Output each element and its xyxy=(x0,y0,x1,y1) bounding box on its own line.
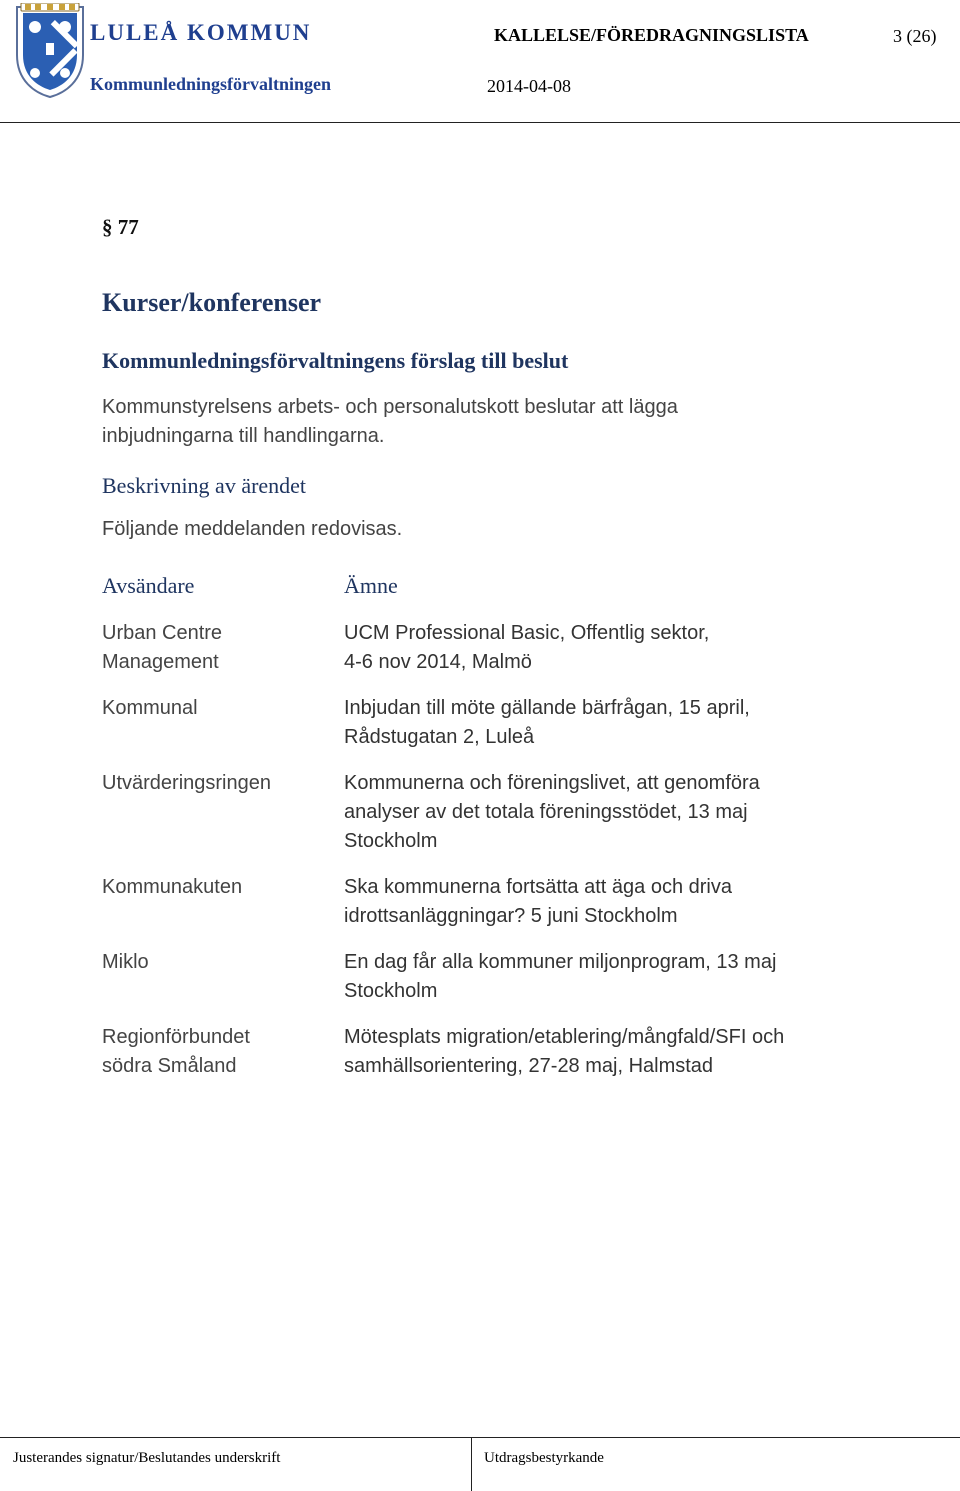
footer-column-divider xyxy=(471,1437,472,1491)
table-row-sender: Utvärderingsringen xyxy=(102,772,271,794)
department-name: Kommunledningsförvaltningen xyxy=(90,74,332,94)
header-divider xyxy=(0,122,960,123)
proposal-heading: Kommunledningsförvaltningens förslag till beslut xyxy=(102,348,569,373)
proposal-text: Kommunstyrelsens arbets- och personalutskott beslutar att lägga inbjudningarna till handlingarna. xyxy=(102,396,678,447)
description-heading: Beskrivning av ärendet xyxy=(102,473,307,498)
organization-name: LULEÅ KOMMUN xyxy=(90,20,312,45)
section-title: Kurser/konferenser xyxy=(102,288,322,317)
table-row-subject: UCM Professional Basic, Offentlig sektor, 4-6 nov 2014, Malmö xyxy=(344,622,710,673)
table-row-subject: Kommunerna och föreningslivet, att genomföra analyser av det totala föreningsstödet, 13 maj Stockholm xyxy=(344,772,760,852)
page-number: 3 (26) xyxy=(893,26,937,46)
table-row-sender: Urban Centre Management xyxy=(102,622,223,673)
certification-label: Utdragsbestyrkande xyxy=(484,1450,604,1466)
table-row-subject: En dag får alla kommuner miljonprogram, 13 maj Stockholm xyxy=(344,951,777,1002)
signature-label: Justerandes signatur/Beslutandes underskrift xyxy=(13,1450,281,1466)
table-row-sender: Regionförbundet södra Småland xyxy=(102,1026,250,1077)
coat-of-arms-logo xyxy=(13,3,87,99)
table-row-subject: Mötesplats migration/etablering/mångfald/SFI och samhällsorientering, 27-28 maj, Halmstad xyxy=(344,1026,785,1077)
table-row-subject: Inbjudan till möte gällande bärfrågan, 15 april, Rådstugatan 2, Luleå xyxy=(344,697,750,748)
column-header-sender: Avsändare xyxy=(102,573,195,598)
table-row-sender: Kommunakuten xyxy=(102,876,243,898)
document-type: KALLELSE/FÖREDRAGNINGSLISTA xyxy=(494,25,809,45)
paragraph-number: § 77 xyxy=(102,215,139,239)
table-row-sender: Miklo xyxy=(102,951,149,973)
document-date: 2014-04-08 xyxy=(487,76,571,96)
table-row-sender: Kommunal xyxy=(102,697,198,719)
table-row-subject: Ska kommunerna fortsätta att äga och driva idrottsanläggningar? 5 juni Stockholm xyxy=(344,876,732,927)
footer-divider xyxy=(0,1437,960,1438)
column-header-subject: Ämne xyxy=(344,573,398,598)
description-text: Följande meddelanden redovisas. xyxy=(102,518,403,540)
